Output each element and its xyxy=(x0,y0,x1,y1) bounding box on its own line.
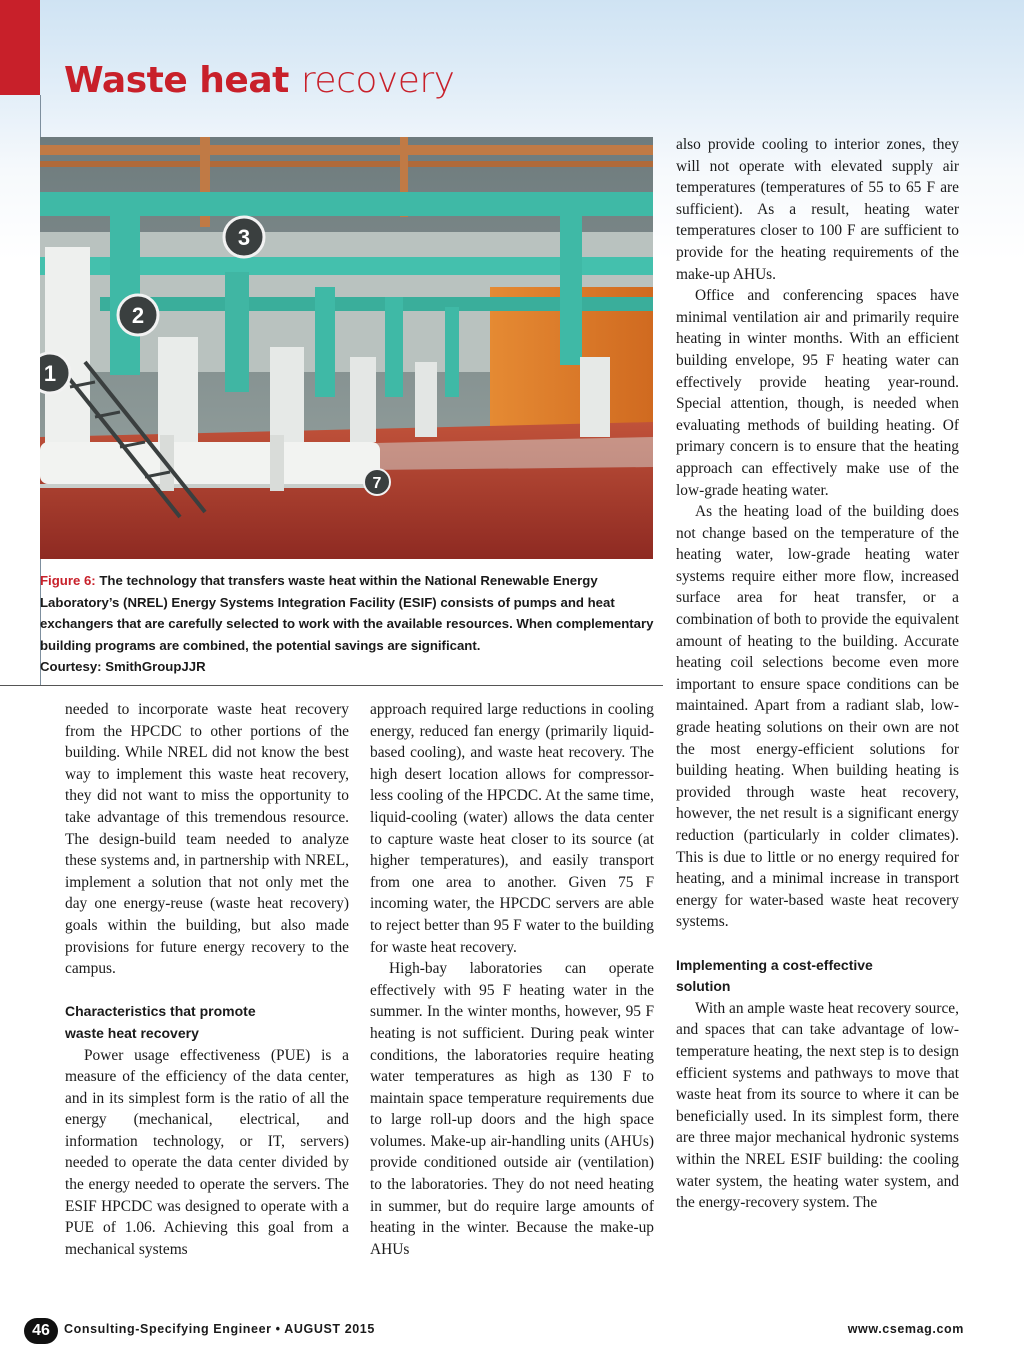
accent-bar xyxy=(0,0,40,95)
text-column-3 xyxy=(676,134,959,1214)
paragraph: also provide cooling to interior zones, they will not operate with elevated supply air temperatures (temperatures of 55 to 65 F are sufficient). As a result, heating water temperatures closer to 100 F are sufficient to provide for the heating requirements of the make-up AHUs. xyxy=(676,136,959,283)
marker-3-label: 3 xyxy=(237,225,251,250)
page-number: 46 xyxy=(24,1318,58,1344)
figure-caption-text: The technology that transfers waste heat within the National Renewable Energy Laboratory’s (NREL) Energy Systems Integration Facility (ESIF) consists of pumps and heat exchangers that are carefully selected to work with the available resources. When complementary building programs are combined, the potential savings are significant. xyxy=(40,573,654,653)
caption-rule xyxy=(0,685,663,686)
subheading-implementing xyxy=(676,955,959,998)
subheading-line: Implementing a cost-effective xyxy=(676,956,873,973)
heading-bold: Waste heat xyxy=(64,60,289,101)
publication-line: Consulting-Specifying Engineer • AUGUST 2015 xyxy=(64,1322,375,1336)
subheading-characteristics xyxy=(65,1001,349,1044)
page-footer xyxy=(24,1318,964,1346)
paragraph: With an ample waste heat recovery source, and spaces that can take advantage of low-temperature heating, the next step is to design efficient systems and pathways to move that waste heat from its source to where it can be beneficially used. In its simplest form, there are three major mechanical hydronic systems within the NREL ESIF building: the cooling water system, the heating water system, and the energy-recovery system. The xyxy=(676,999,959,1212)
marker-1-label: 1 xyxy=(43,361,57,386)
marker-7-label: 7 xyxy=(372,475,382,492)
figure-label: Figure 6: xyxy=(40,573,96,588)
paragraph: needed to incorporate waste heat recovery from the HPCDC to other portions of the building. While NREL did not know the best way to implement this waste heat recovery, they did not want to miss the opportunity to take advantage of this tremendous resource. The design-build team needed to analyze these systems and, in partnership with NREL, implement a solution that not only met the day one energy-reuse (waste heat recovery) goals within the building, but also made provisions for future energy recovery to the campus. xyxy=(65,701,349,978)
figure-caption xyxy=(40,570,656,678)
subheading-line: waste heat recovery xyxy=(65,1024,199,1041)
subheading-line: Characteristics that promote xyxy=(65,1003,256,1020)
text-column-2 xyxy=(370,699,654,1260)
paragraph: Office and conferencing spaces have minimal ventilation air and primarily require heating in winter months. With an efficient building envelope, 95 F heating water can effectively provide heating year-round. Special attention, though, is needed when evaluating methods of building heating. Of primary concern is to ensure that the heating approach can effectively make use of the low-grade heating water. xyxy=(676,287,959,499)
paragraph: High-bay laboratories can operate effectively with 95 F heating water in the summer. In the winter months, however, 95 F heating is not sufficient. During peak winter conditions, the laboratories require heating water temperatures as high as 130 F to maintain space temperature requirements due to large roll-up doors and the high space volumes. Make-up air-handling units (AHUs) provide conditioned outside air (ventilation) to the laboratories. They do not need heating in summer, but do require large amounts of heating in the winter. Because the make-up AHUs xyxy=(370,960,654,1258)
figure-photo xyxy=(40,137,653,559)
marker-2-label: 2 xyxy=(131,303,145,328)
heading-light: recovery xyxy=(300,60,455,101)
marker-1 xyxy=(40,353,70,393)
text-column-1 xyxy=(65,699,349,1260)
figure-courtesy: Courtesy: SmithGroupJJR xyxy=(40,659,206,674)
section-heading xyxy=(64,60,454,101)
subheading-line: solution xyxy=(676,978,731,995)
paragraph: approach required large reductions in cooling energy, reduced fan energy (primarily liquid-based cooling), and waste heat recovery. The high desert location allows for compressor-less cooling of the HPCDC. At the same time, liquid-cooling (water) allows the data center to capture waste heat closer to its source (at higher temperatures), and easily transport from one area to another. Given 75 F incoming water, the HPCDC servers are able to reject better than 95 F water to the building for waste heat recovery. xyxy=(370,701,654,956)
marker-7 xyxy=(364,469,390,495)
marker-3 xyxy=(224,217,264,257)
website-link[interactable]: www.csemag.com xyxy=(847,1322,964,1336)
paragraph: As the heating load of the building does not change based on the temperature of the heating water, low-grade heating water systems require either more flow, increased surface area for heat transfer, or a combination of both to provide the equivalent amount of heating to the building. Accurate heating coil selections become even more important to ensure space conditions can be maintained. Apart from a radiant slab, low-grade heating solutions on their own are not the most energy-efficient solutions for building heating. When building heating is provided through waste heat recovery, however, the net result is a significant energy reduction (particularly in colder climates). This is due to little or no energy required for heating, and a minimal increase in transport energy for water-based waste heat recovery systems. xyxy=(676,503,959,931)
marker-2 xyxy=(118,295,158,335)
paragraph: Power usage effectiveness (PUE) is a measure of the efficiency of the data center, and in its simplest form is the ratio of all the energy (mechanical, electrical, and information technology, or IT, servers) needed to operate the data center divided by the energy needed to operate the servers. The ESIF HPCDC was designed to operate with a PUE of 1.06. Achieving this goal from a mechanical systems xyxy=(65,1046,349,1258)
